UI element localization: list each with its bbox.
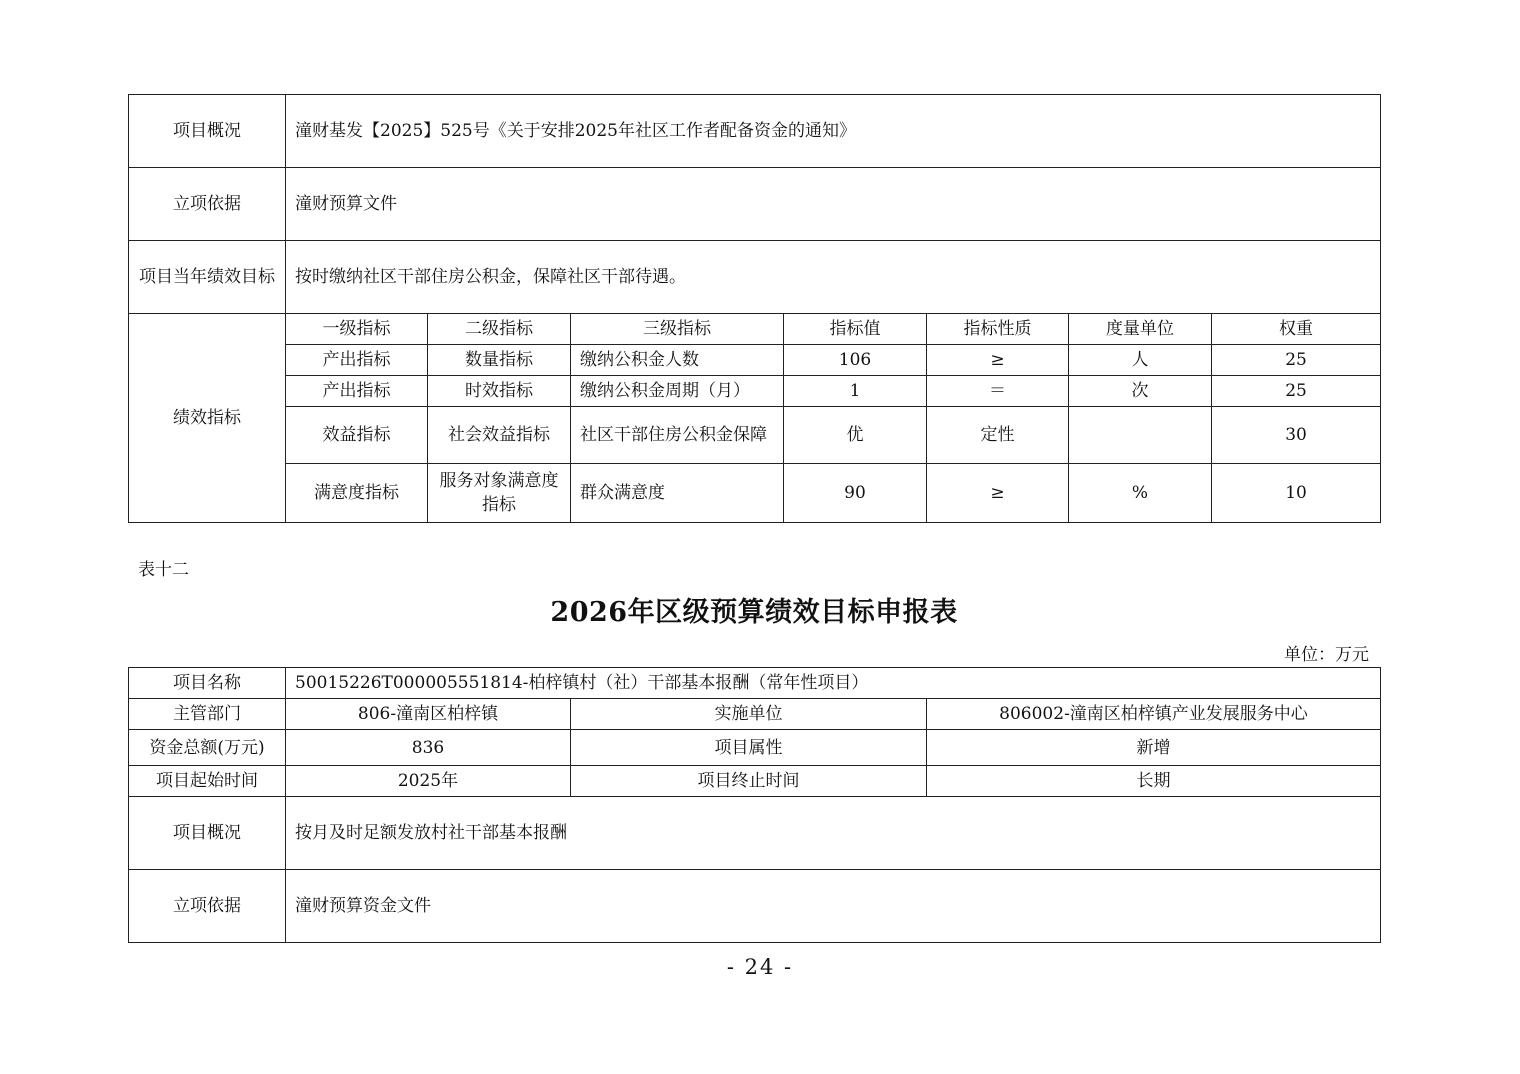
- goal-label: 项目当年绩效目标: [129, 241, 286, 314]
- header-cell: 度量单位: [1069, 314, 1212, 345]
- funds-value: 836: [286, 730, 571, 766]
- table-row: [129, 345, 1381, 376]
- table-cell: 缴纳公积金周期（月）: [571, 376, 784, 407]
- indicator-header-row: [129, 314, 1381, 345]
- dept-label: 主管部门: [129, 699, 286, 730]
- start-time-label: 项目起始时间: [129, 766, 286, 797]
- basis-value: 潼财预算资金文件: [286, 870, 1381, 943]
- performance-table-previous: [128, 94, 1381, 523]
- table-number-label: 表十二: [138, 560, 189, 580]
- start-time-value: 2025年: [286, 766, 571, 797]
- table-cell: 人: [1069, 345, 1212, 376]
- table-cell: 定性: [927, 407, 1069, 464]
- budget-goal-table: [128, 667, 1381, 943]
- project-attr-value: 新增: [927, 730, 1381, 766]
- table-cell: 群众满意度: [571, 464, 784, 523]
- table-cell: 25: [1212, 376, 1381, 407]
- header-cell: 权重: [1212, 314, 1381, 345]
- table-cell: 服务对象满意度指标: [428, 464, 571, 523]
- table-row: [129, 407, 1381, 464]
- table-cell: 次: [1069, 376, 1212, 407]
- basis-label: 立项依据: [129, 168, 286, 241]
- table-cell: 社区干部住房公积金保障: [571, 407, 784, 464]
- table-cell: 缴纳公积金人数: [571, 345, 784, 376]
- page-title: 2026年区级预算绩效目标申报表: [550, 597, 958, 628]
- overview-label: 项目概况: [129, 797, 286, 870]
- project-attr-label: 项目属性: [571, 730, 927, 766]
- header-cell: 一级指标: [286, 314, 428, 345]
- table-cell: 90: [784, 464, 927, 523]
- header-cell: 三级指标: [571, 314, 784, 345]
- basis-label: 立项依据: [129, 870, 286, 943]
- indicator-label: 绩效指标: [129, 314, 286, 523]
- header-cell: 指标性质: [927, 314, 1069, 345]
- impl-unit-label: 实施单位: [571, 699, 927, 730]
- table-cell: %: [1069, 464, 1212, 523]
- impl-unit-value: 806002-潼南区柏梓镇产业发展服务中心: [927, 699, 1381, 730]
- dept-value: 806-潼南区柏梓镇: [286, 699, 571, 730]
- table-cell: 社会效益指标: [428, 407, 571, 464]
- funds-label: 资金总额(万元): [129, 730, 286, 766]
- overview-value: 潼财基发【2025】525号《关于安排2025年社区工作者配备资金的通知》: [286, 95, 1381, 168]
- end-time-label: 项目终止时间: [571, 766, 927, 797]
- table-cell: 时效指标: [428, 376, 571, 407]
- table-cell: 产出指标: [286, 345, 428, 376]
- table-cell: 数量指标: [428, 345, 571, 376]
- project-name-value: 50015226T000005551814-柏梓镇村（社）干部基本报酬（常年性项目）: [286, 668, 1381, 699]
- table-cell: 效益指标: [286, 407, 428, 464]
- header-cell: 指标值: [784, 314, 927, 345]
- table-cell: 产出指标: [286, 376, 428, 407]
- table-cell: 优: [784, 407, 927, 464]
- unit-label: 单位：万元: [1284, 645, 1369, 665]
- table-cell: ＝: [927, 376, 1069, 407]
- overview-label: 项目概况: [129, 95, 286, 168]
- table-cell: 满意度指标: [286, 464, 428, 523]
- table-cell: ≥: [927, 345, 1069, 376]
- header-cell: 二级指标: [428, 314, 571, 345]
- table-row: [129, 464, 1381, 523]
- page-number: - 24 -: [726, 955, 794, 979]
- table-cell: 10: [1212, 464, 1381, 523]
- table-cell: 1: [784, 376, 927, 407]
- project-name-label: 项目名称: [129, 668, 286, 699]
- end-time-value: 长期: [927, 766, 1381, 797]
- table-row: [129, 376, 1381, 407]
- goal-value: 按时缴纳社区干部住房公积金，保障社区干部待遇。: [286, 241, 1381, 314]
- table-cell: 30: [1212, 407, 1381, 464]
- table-cell: ≥: [927, 464, 1069, 523]
- basis-value: 潼财预算文件: [286, 168, 1381, 241]
- table-cell: 25: [1212, 345, 1381, 376]
- table-cell: 106: [784, 345, 927, 376]
- overview-value: 按月及时足额发放村社干部基本报酬: [286, 797, 1381, 870]
- table-cell: [1069, 407, 1212, 464]
